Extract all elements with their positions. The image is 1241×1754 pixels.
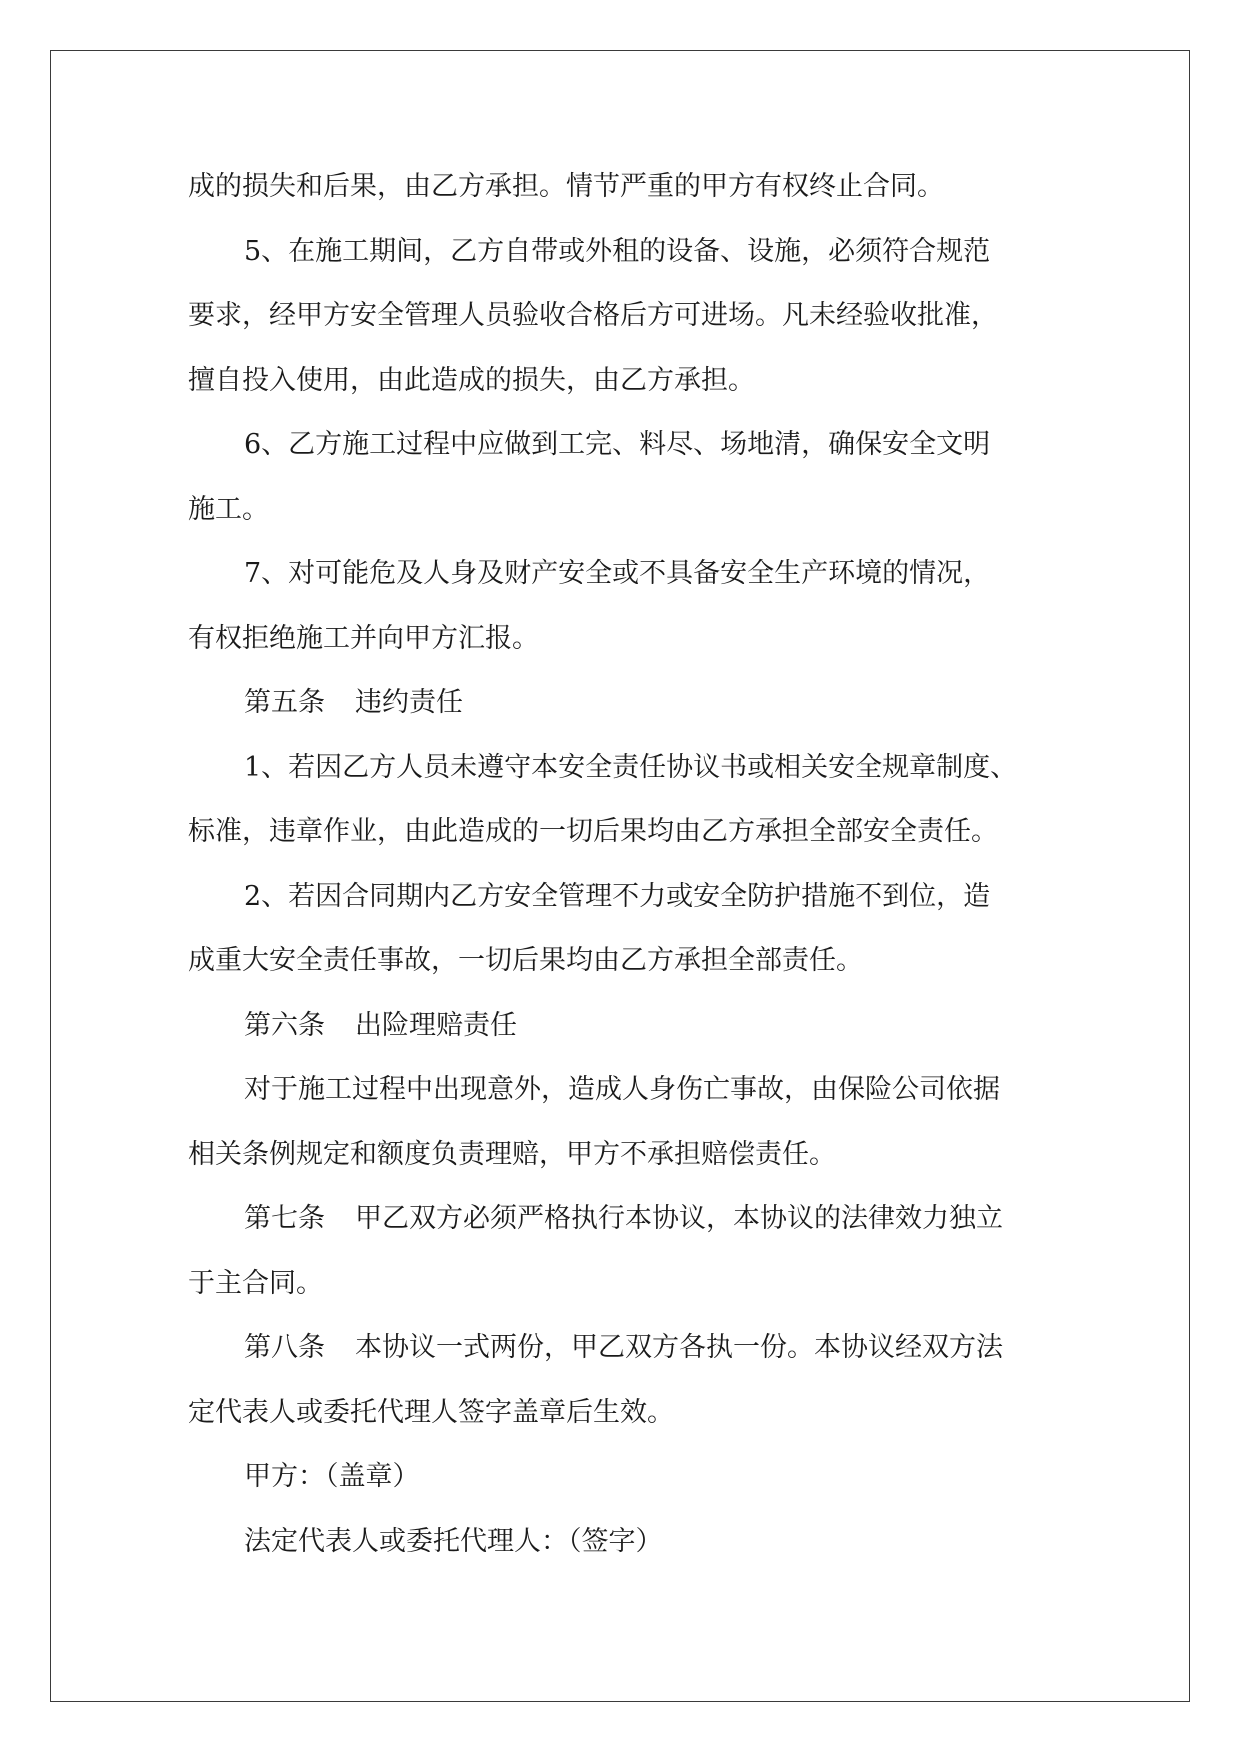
article-text: 本协议一式两份，甲乙双方各执一份。本协议经双方法	[355, 1332, 1003, 1363]
paragraph-line: 擅自投入使用，由此造成的损失，由乙方承担。	[188, 364, 755, 396]
article-title: 出险理赔责任	[355, 1009, 517, 1041]
article-heading	[188, 671, 1088, 736]
paragraph-line: 施工。	[188, 493, 269, 525]
article-number: 第八条	[244, 1332, 325, 1363]
article-number: 第五条	[244, 687, 325, 718]
paragraph-line: 有权拒绝施工并向甲方汇报。	[188, 622, 539, 654]
paragraph-line: 6、乙方施工过程中应做到工完、料尽、场地清，确保安全文明	[244, 429, 991, 460]
document-body	[188, 155, 1088, 1574]
party-a-seal-line: 甲方：（盖章）	[244, 1461, 420, 1492]
article-number: 第七条	[244, 1203, 325, 1234]
paragraph-line: 成重大安全责任事故，一切后果均由乙方承担全部责任。	[188, 945, 863, 976]
paragraph-line: 定代表人或委托代理人签字盖章后生效。	[188, 1396, 674, 1428]
article-text: 甲乙双方必须严格执行本协议，本协议的法律效力独立	[355, 1203, 1003, 1234]
article-title: 违约责任	[355, 687, 463, 718]
article-number: 第六条	[244, 1009, 325, 1041]
paragraph-line: 7、对可能危及人身及财产安全或不具备安全生产环境的情况，	[244, 558, 991, 589]
paragraph-line: 标准，违章作业，由此造成的一切后果均由乙方承担全部安全责任。	[188, 816, 998, 847]
paragraph-line: 2、若因合同期内乙方安全管理不力或安全防护措施不到位，造	[244, 880, 991, 912]
paragraph-line: 成的损失和后果，由乙方承担。情节严重的甲方有权终止合同。	[188, 171, 944, 202]
representative-signature-line: 法定代表人或委托代理人：（签字）	[244, 1525, 663, 1557]
paragraph-line: 于主合同。	[188, 1267, 323, 1299]
paragraph-line: 1、若因乙方人员未遵守本安全责任协议书或相关安全规章制度、	[244, 751, 1018, 783]
article-heading	[188, 1316, 1088, 1381]
paragraph-line: 5、在施工期间，乙方自带或外租的设备、设施，必须符合规范	[244, 235, 991, 267]
article-heading	[188, 994, 1088, 1059]
article-heading	[188, 1187, 1088, 1252]
paragraph-line: 要求，经甲方安全管理人员验收合格后方可进场。凡未经验收批准，	[188, 300, 998, 331]
paragraph-line: 对于施工过程中出现意外，造成人身伤亡事故，由保险公司依据	[244, 1074, 1000, 1105]
paragraph-line: 相关条例规定和额度负责理赔，甲方不承担赔偿责任。	[188, 1138, 836, 1170]
